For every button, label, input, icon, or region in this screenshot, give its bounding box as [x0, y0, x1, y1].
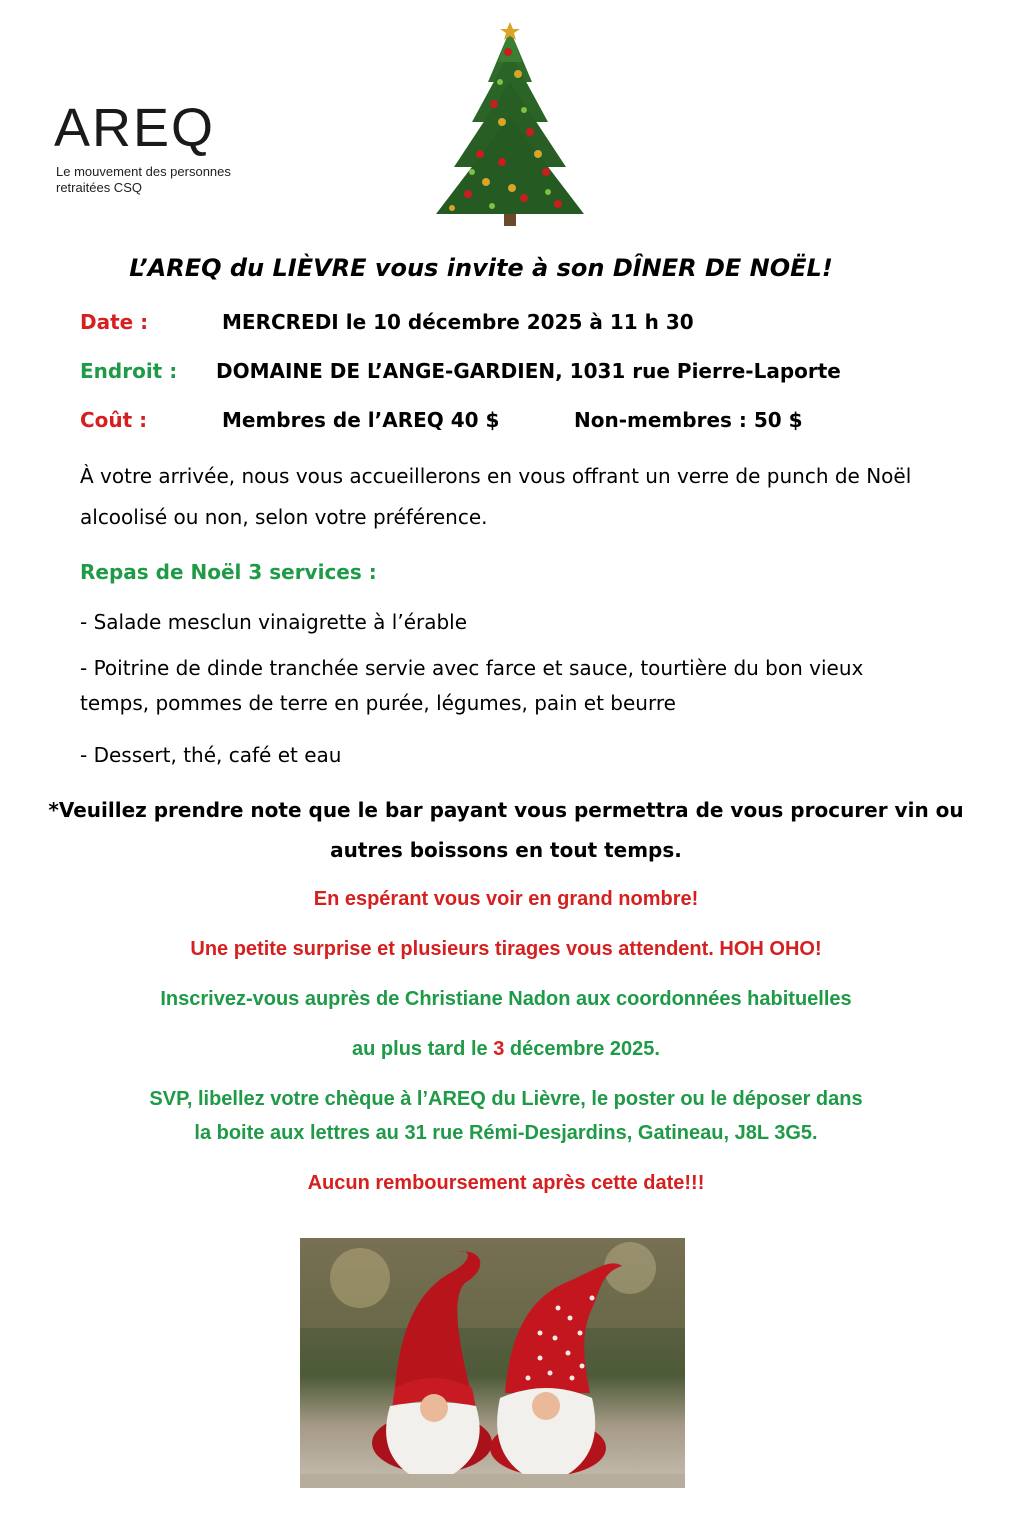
cheque-instructions: la boite aux lettres au 31 rue Rémi-Desjardins, Gatineau, J8L 3G5.	[194, 1122, 818, 1144]
areq-logo	[54, 100, 294, 200]
register-deadline: au plus tard le 3 décembre 2025.	[352, 1038, 660, 1060]
christmas-tree-icon	[428, 22, 592, 228]
bar-note: *Veuillez prendre note que le bar payant vous permettra de vous procurer vin ou	[48, 798, 964, 822]
place-value: DOMAINE DE L’ANGE-GARDIEN, 1031 rue Pierre-Laporte	[216, 359, 841, 383]
menu-item: - Poitrine de dinde tranchée servie avec farce et sauce, tourtière du bon vieux	[80, 656, 864, 680]
hope-message: En espérant vous voir en grand nombre!	[313, 888, 699, 910]
welcome-text: À votre arrivée, nous vous accueillerons en vous offrant un verre de punch de Noël	[80, 464, 912, 488]
gnomes-photo	[300, 1238, 685, 1488]
no-refund-notice: Aucun remboursement après cette date!!!	[307, 1172, 705, 1194]
bar-note: autres boissons en tout temps.	[330, 838, 682, 862]
surprise-message: Une petite surprise et plusieurs tirages vous attendent. HOH OHO!	[190, 938, 822, 960]
place-label: Endroit :	[80, 359, 178, 383]
cheque-instructions: SVP, libellez votre chèque à l’AREQ du Lièvre, le poster ou le déposer dans	[149, 1088, 863, 1110]
logo-tagline: Le mouvement des personnes	[56, 164, 231, 179]
date-label: Date :	[80, 310, 149, 334]
cost-nonmembers: Non-membres : 50 $	[574, 408, 803, 432]
page-title: L’AREQ du LIÈVRE vous invite à son DÎNER DE NOËL!	[129, 254, 833, 282]
menu-item: - Salade mesclun vinaigrette à l’érable	[80, 610, 468, 634]
logo-wordmark: AREQ	[54, 98, 216, 158]
menu-heading: Repas de Noël 3 services :	[80, 560, 377, 584]
cost-members: Membres de l’AREQ 40 $	[222, 408, 500, 432]
welcome-text: alcoolisé ou non, selon votre préférence.	[80, 505, 488, 529]
logo-tagline: retraitées CSQ	[56, 180, 142, 195]
deadline-day: 3	[493, 1038, 505, 1060]
register-message: Inscrivez-vous auprès de Christiane Nadon aux coordonnées habituelles	[160, 988, 852, 1010]
date-value: MERCREDI le 10 décembre 2025 à 11 h 30	[222, 310, 694, 334]
menu-item: temps, pommes de terre en purée, légumes, pain et beurre	[80, 691, 676, 715]
cost-label: Coût :	[80, 408, 148, 432]
menu-item: - Dessert, thé, café et eau	[80, 743, 342, 767]
